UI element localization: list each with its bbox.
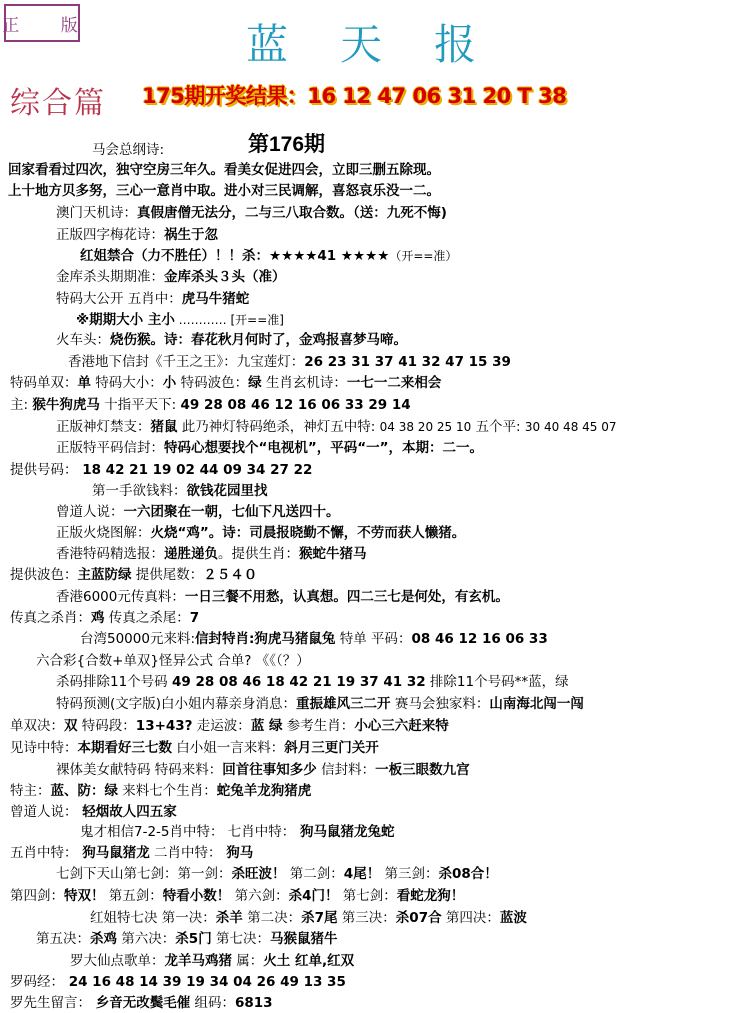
text-line [36, 651, 310, 671]
line-value: 49 28 08 46 12 16 06 33 29 14 [180, 397, 411, 413]
text-line [10, 781, 311, 801]
line-label: 七肖中特： [223, 824, 296, 840]
line-label: 赛马会独家料： [390, 696, 490, 712]
line-value: 一日三餐不用愁，认真想。四二三七是何处，有玄机。 [184, 589, 509, 605]
line-label: 第五决： [36, 931, 90, 947]
text-line [56, 672, 569, 692]
line-value: 一七一二来相会 [346, 375, 442, 391]
line-value: 杀鸡 [90, 931, 117, 947]
text-line [80, 822, 395, 842]
text-line [92, 140, 164, 160]
line-value: 13+43? [135, 718, 193, 734]
text-line [56, 330, 407, 350]
line-value: 蛇兔羊龙狗猪虎 [216, 783, 312, 799]
line-label: 红姐特七决 第一决： [90, 910, 216, 926]
line-value: 火烧“鸡”。诗：司晨报晓勤不懈，不劳而获人懒猪。 [150, 525, 466, 541]
line-label: 马会总纲诗: [92, 142, 165, 158]
line-label: 第七剑： [338, 888, 397, 904]
line-label: 第七决： [211, 931, 270, 947]
line-value: 祸生于忽 [164, 227, 218, 243]
line-value: 杀4门！ [288, 888, 339, 904]
line-label: 传真之杀尾： [104, 610, 190, 626]
text-line [10, 993, 273, 1013]
line-label: 第一剑： [177, 866, 232, 882]
line-label: 火车头： [56, 332, 110, 348]
text-line [10, 460, 312, 480]
text-line [10, 843, 253, 863]
line-label: 七剑下天山第七剑： [56, 866, 178, 882]
text-line [10, 608, 199, 628]
line-label: 组码： [190, 995, 235, 1011]
line-label: 第六剑： [230, 888, 289, 904]
text-line [36, 929, 338, 949]
line-value: 杀07合 [395, 910, 442, 926]
line-value: 烧伤猴。诗：春花秋月何时了，金鸡报喜梦马啼。 [110, 332, 407, 348]
line-value: ………… [开==准] [174, 313, 284, 327]
line-label: 。提供生肖： [218, 546, 299, 562]
line-label: 十指平天下: [99, 397, 181, 413]
line-label: 见诗中特： [10, 740, 78, 756]
line-label: 信封料： [316, 762, 376, 778]
line-label: 台湾50000元来料: [80, 631, 195, 647]
text-line [56, 417, 617, 437]
text-line [10, 972, 346, 992]
line-label: 特码波色： [176, 375, 249, 391]
line-value: 08 46 12 16 06 33 [411, 631, 548, 647]
text-line [56, 760, 470, 780]
line-label: 香港6000元传真料： [56, 589, 185, 605]
line-value: ２５４０ [203, 567, 258, 583]
text-line [56, 864, 498, 884]
line-value: 递胜递负 [164, 546, 218, 562]
line-label: 特单 平码： [335, 631, 412, 647]
line-value: 斜月三更门关开 [284, 740, 379, 756]
line-label: 第三决： [337, 910, 396, 926]
line-label: 提供波色： [10, 567, 78, 583]
line-value: 30 40 48 45 07 [524, 420, 617, 434]
line-value: 火土 红单,红双 [263, 953, 355, 969]
text-line [56, 502, 340, 522]
line-label: 鬼才相信7-2-5肖中特： [80, 824, 224, 840]
section-label: 综合篇 [10, 86, 106, 121]
line-value: 信封特肖:狗虎马猪鼠兔 [195, 631, 336, 647]
text-line [56, 203, 447, 223]
line-value: 18 42 21 19 02 44 09 34 27 22 [77, 462, 313, 478]
line-value: 上十地方贝多努，三心一意肖中取。进小对三民调解，喜怒哀乐没一二。 [8, 183, 440, 199]
line-label: 罗先生留言： [10, 995, 91, 1011]
line-label: 六合彩{合数+单双}怪异公式 合单? [36, 653, 252, 669]
line-value: 回家看看过四次，独守空房三年久。看美女促进四会，立即三删五除现。 [8, 162, 440, 178]
line-label: 属： [232, 953, 264, 969]
text-line [10, 802, 177, 822]
line-value: 欲钱花园里找 [186, 483, 268, 499]
line-value: ※期期大小 主小 [76, 312, 175, 328]
line-value: 26 23 31 37 41 32 47 15 39 [304, 354, 511, 370]
line-label: 正版神灯禁支： [56, 419, 151, 435]
line-value: 猴牛狗虎马 [32, 397, 100, 413]
line-label: 二肖中特： [149, 845, 222, 861]
line-value: 24 16 48 14 39 19 34 04 26 49 13 35 [64, 974, 346, 990]
line-label: 正版四字梅花诗： [56, 227, 164, 243]
line-label: 提供号码： [10, 462, 78, 478]
text-line [8, 160, 440, 180]
line-value: 山南海北闯一闯 [489, 696, 584, 712]
line-label: 香港地下信封《千王之王》：九宝莲灯： [68, 354, 305, 370]
line-value: 回首往事知多少 [222, 762, 317, 778]
line-label: 《《（？） [251, 653, 310, 669]
line-label: 排除11个号码**蓝，绿 [425, 674, 569, 690]
line-label: 传真之杀肖： [10, 610, 91, 626]
line-label: 此乃神灯特码绝杀，神灯五中特: [177, 419, 380, 435]
line-label: 第五剑： [104, 888, 163, 904]
line-value: 蓝、防：绿 [50, 783, 118, 799]
line-value: 小 [162, 375, 177, 391]
line-value: 乡音无改鬓毛催 [91, 995, 191, 1011]
line-label: 杀码排除11个号码 [56, 674, 172, 690]
line-label: 特码大公开 五肖中： [56, 291, 182, 307]
line-value: 49 28 08 46 18 42 21 19 37 41 32 [171, 674, 426, 690]
line-value: 轻烟故人四五家 [77, 804, 177, 820]
text-line [56, 544, 367, 564]
line-label: 裸体美女献特码 特码来料： [56, 762, 223, 778]
line-value: 狗马鼠猪龙 [77, 845, 150, 861]
line-label: 走运波： [192, 718, 251, 734]
line-label: 金库杀头期期准： [56, 269, 164, 285]
line-value: 狗马鼠猪龙兔蛇 [295, 824, 395, 840]
line-label: 第二剑： [285, 866, 344, 882]
text-line [80, 629, 548, 649]
line-label: 正版火烧图解： [56, 525, 151, 541]
text-line [90, 908, 527, 928]
line-label: 单双决： [10, 718, 64, 734]
line-value: 虎马牛猪蛇 [181, 291, 250, 307]
line-value: 杀5门 [175, 931, 212, 947]
line-label: 曾道人说： [56, 504, 124, 520]
line-value: 一板三眼数九宫 [375, 762, 470, 778]
line-value: 杀旺波！ [231, 866, 286, 882]
line-value: 猴蛇牛猪马 [299, 546, 367, 562]
line-label: 特码段： [77, 718, 136, 734]
line-value: 绿 [248, 375, 262, 391]
line-label: 正版特平码信封： [56, 440, 164, 456]
text-line [56, 225, 218, 245]
line-value: 狗马 [221, 845, 254, 861]
line-label: 第六决： [117, 931, 176, 947]
line-value: 红姐禁合（力不胜任）！！杀：★★★★41 ★★★★ [80, 248, 390, 264]
line-label: 曾道人说： [10, 804, 78, 820]
line-label: 特主： [10, 783, 51, 799]
line-label: 罗码经： [10, 974, 64, 990]
text-line [56, 289, 249, 309]
line-value: 7 [189, 610, 200, 626]
line-value: 重振雄风三二开 [296, 696, 391, 712]
line-label: 第一手欲钱料： [92, 483, 187, 499]
line-value: 蓝 绿 [250, 718, 283, 734]
line-value: 小心三六赶来特 [354, 718, 449, 734]
line-value: 杀7尾 [301, 910, 338, 926]
line-value: 看蛇龙狗！ [396, 888, 465, 904]
line-label: 主: [10, 397, 33, 413]
line-value: 一六团聚在一朝，七仙下凡送四十。 [123, 504, 340, 520]
line-label: 特码大小： [91, 375, 163, 391]
text-line [10, 886, 464, 906]
line-label: 第四剑： [10, 888, 64, 904]
line-value: 蓝波 [499, 910, 527, 926]
line-value: 特码心想要找个“电视机”，平码“一”，本期：二一。 [164, 440, 483, 456]
line-value: 马猴鼠猪牛 [270, 931, 338, 947]
text-line [68, 352, 511, 372]
line-value: 特双！ [64, 888, 105, 904]
line-label: 第二决： [242, 910, 302, 926]
line-label: 生肖玄机诗： [261, 375, 347, 391]
line-value: 本期看好三七数 [77, 740, 172, 756]
line-label: 澳门天机诗： [56, 205, 137, 221]
genuine-badge: 正 版 [4, 4, 80, 42]
line-value: 鸡 [91, 610, 105, 626]
line-label: 罗大仙点歌单： [70, 953, 165, 969]
draw-result: 175期开奖结果：16 12 47 06 31 20 T 38 [142, 84, 567, 108]
text-line [10, 738, 379, 758]
line-label: 五个平: [471, 419, 525, 435]
line-value: 龙羊马鸡猪 [164, 953, 232, 969]
line-value: 特看小数！ [162, 888, 231, 904]
line-label: 提供尾数： [131, 567, 204, 583]
line-label: 白小姐一言来料： [172, 740, 285, 756]
line-value: 猪鼠 [150, 419, 178, 435]
text-line [76, 310, 284, 330]
line-value: 金库杀头３头（准） [164, 269, 286, 285]
text-line [10, 395, 411, 415]
text-line [56, 694, 584, 714]
line-value: 6813 [235, 995, 273, 1011]
line-value: 双 [64, 718, 78, 734]
line-label: 特码预测(文字版)白小姐内幕亲身消息： [56, 696, 297, 712]
line-value: 真假唐僧无法分，二与三八取合数。（送：九死不悔) [137, 205, 447, 221]
text-line [10, 716, 449, 736]
text-line [70, 951, 354, 971]
line-value: 杀08合！ [438, 866, 498, 882]
line-label: 参考生肖： [282, 718, 355, 734]
line-value: 主蓝防绿 [77, 567, 132, 583]
line-label: 来料七个生肖： [118, 783, 217, 799]
line-value: （开==准） [389, 249, 458, 263]
text-line [56, 267, 286, 287]
line-label: 香港特码精选报： [56, 546, 164, 562]
text-line [10, 565, 257, 585]
text-line [92, 481, 268, 501]
line-label: 特码单双： [10, 375, 78, 391]
text-line [8, 181, 440, 201]
text-line [56, 438, 483, 458]
text-line [10, 373, 441, 393]
text-line [56, 523, 465, 543]
text-line [56, 587, 509, 607]
line-label: 第四决： [441, 910, 500, 926]
line-value: 单 [77, 375, 91, 391]
line-label: 五肖中特： [10, 845, 78, 861]
issue-number: 第176期 [248, 133, 326, 156]
line-value: 04 38 20 25 10 [379, 420, 472, 434]
line-value: 杀羊 [215, 910, 243, 926]
line-value: 4尾！ [343, 866, 381, 882]
page-title: 蓝天报 [246, 20, 529, 69]
text-line [80, 246, 457, 266]
line-label: 第三剑： [380, 866, 439, 882]
